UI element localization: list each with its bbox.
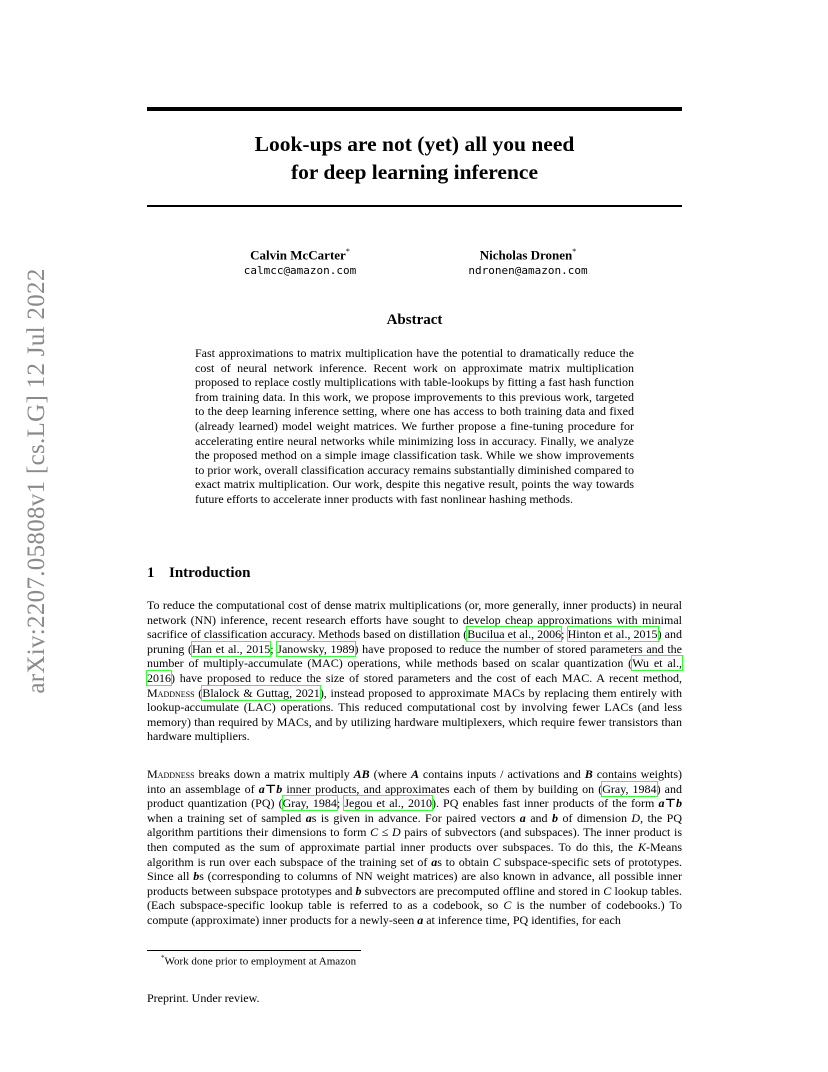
text-run: ; [270,641,278,656]
title-line-2: for deep learning inference [290,160,538,184]
paper-title [147,130,682,186]
author-name: Nicholas Dronen [479,247,573,263]
text-run: -Means algorithm is run over each subspace of the training set of [147,839,682,869]
title-bottom-rule [147,205,682,207]
section-title: Introduction [169,565,251,581]
citation-link[interactable]: Gray, 1984 [602,781,657,796]
math: C [603,883,612,898]
text-run: s to obtain [437,854,493,869]
method-name: Maddness [147,767,195,781]
text-run: ( [194,685,203,700]
citation-link[interactable]: Jegou et al., 2010 [344,796,432,811]
citation-link[interactable]: Han et al., 2015 [192,641,271,656]
text-run: is the number of codebooks.) To compute (approximate) inner products for a newly-seen [147,898,682,927]
section-number: 1 [147,565,155,581]
abstract-text: Fast approximations to matrix multiplication have the potential to dramatically reduce the cost of neural network inference. Recent work on approximate matrix multiplication proposed to replace costly multiplications with table-lookups by fitting a fast hash function from training data. In this work, we propose improvements to this previous work, targeted to the deep learning inference setting, where one has access to both training data and fixed (already learned) model weight matrices. We further propose a fine-tuning procedure for accelerating entire neural networks while minimizing loss in accuracy. Finally, we analyze the proposed method on a simple image classification task. While we show improvements to prior work, overall classification accuracy remains substantially diminished compared to exact matrix multiplication. Our work, despite this negative result, points the way towards future efforts to accelerate inner products with fast nonlinear hashing methods. [195,346,634,506]
text-run: To reduce the computational cost of dense matrix multiplications (or, more generally, inner products) in neural network (NN) inference, recent research efforts have sought to develop cheap approximations with minimal sacrifice of classification accuracy. Methods based on distillation ( [147,598,682,642]
section-heading [147,565,250,582]
author-email: ndronen@amazon.com [468,264,588,278]
math: K [637,839,646,854]
math: AB [353,767,370,781]
author-email: calmcc@amazon.com [243,264,357,278]
text-run: pairs of subvectors (and subspaces). The inner product is then computed as the sum of approximate partial inner products over subspaces. To do this, the [147,825,682,854]
citation-link[interactable]: Bucilua et al., 2006 [467,627,562,642]
math: A [410,767,419,781]
text-run: (where [369,767,411,781]
math: a [305,810,312,825]
text-run: and [525,810,553,825]
text-run: , the PQ algorithm partitions their dimensions to form [147,810,683,840]
text-run: when a training set of sampled [147,810,306,825]
text-run: contains inputs / activations and [418,767,585,781]
citation-link[interactable]: Hinton et al., 2015 [567,627,658,642]
text-run: at inference time, PQ identifies, for each [423,912,621,927]
math: b [355,883,362,898]
text-run: contains weights) into an assemblage of [147,767,682,796]
author-footnote-mark[interactable]: * [345,247,350,256]
text-run: breaks down a matrix multiply [194,767,354,781]
footnote [161,954,356,968]
text-run: ; [561,627,568,642]
footnote-mark: * [161,954,165,962]
math: C [503,898,512,913]
footnote-rule [147,950,361,951]
text-run: ). PQ enables fast inner products of the form [431,796,659,811]
math: C [492,854,501,869]
title-line-1: Look-ups are not (yet) all you need [254,132,575,156]
intro-paragraph-1 [147,598,682,744]
math: D [631,810,641,825]
preprint-notice: Preprint. Under review. [147,991,260,1005]
citation-link[interactable]: Gray, 1984 [282,796,337,811]
math: a⊤b [258,781,283,796]
text-run: inner products, and approximates each of them by building on ( [282,781,603,796]
text-run: ), instead proposed to approximate MACs by replacing them entirely with lookup-accumulate (LAC) operations. This reduced computational cost by involving fewer LACs (and less memory) than required by MACs, and by utilizing hardware multiplexers, which require fewer transistors than hardware multipliers. [147,685,682,744]
math: a [417,912,424,927]
math: B [584,767,593,781]
arxiv-identifier[interactable]: arXiv:2207.05808v1 [cs.LG] 12 Jul 2022 [23,268,50,694]
math: C ≤ D [370,825,401,840]
text-run: s (corresponding to columns of NN weight matrices) are also known in advance, all possible inner products between subspace prototypes and [147,869,682,898]
text-run: ) and product quantization (PQ) ( [147,781,682,811]
citation-link[interactable]: Janowsky, 1989 [277,641,355,656]
method-name: Maddness [147,685,195,700]
text-run: ) have proposed to reduce the number of stored parameters and the number of multiply-accumulate (MAC) operations, while methods based on scalar quantization ( [147,641,682,671]
title-top-rule [147,107,682,111]
text-run: s is given in advance. For paired vectors [311,810,520,825]
author-1 [180,244,420,279]
text-run: subspace-specific sets of prototypes. Since all [147,854,682,884]
author-footnote-mark[interactable]: * [572,247,577,256]
text-run: subvectors are precomputed offline and stored in [361,883,604,898]
math: a⊤b [658,796,682,811]
text-run: ) and pruning ( [147,627,682,656]
author-name: Calvin McCarter [250,247,346,263]
intro-paragraph-2 [147,767,682,928]
math: b [193,869,200,884]
text-run: lookup tables. (Each subspace-specific lookup table is referred to as a codebook, so [147,883,682,913]
author-2 [408,244,648,279]
citation-link[interactable]: Wu et al., 2016 [147,656,682,685]
citation-link[interactable]: Blalock & Guttag, 2021 [202,685,320,700]
math: a [431,854,438,869]
abstract-heading: Abstract [386,312,443,328]
text-run: of dimension [558,810,632,825]
math: a [519,810,526,825]
text-run: ) have proposed to reduce the size of stored parameters and the cost of each MAC. A recent method, [171,670,682,685]
math: b [552,810,559,825]
footnote-text: Work done prior to employment at Amazon [164,955,357,968]
text-run: ; [336,796,345,811]
